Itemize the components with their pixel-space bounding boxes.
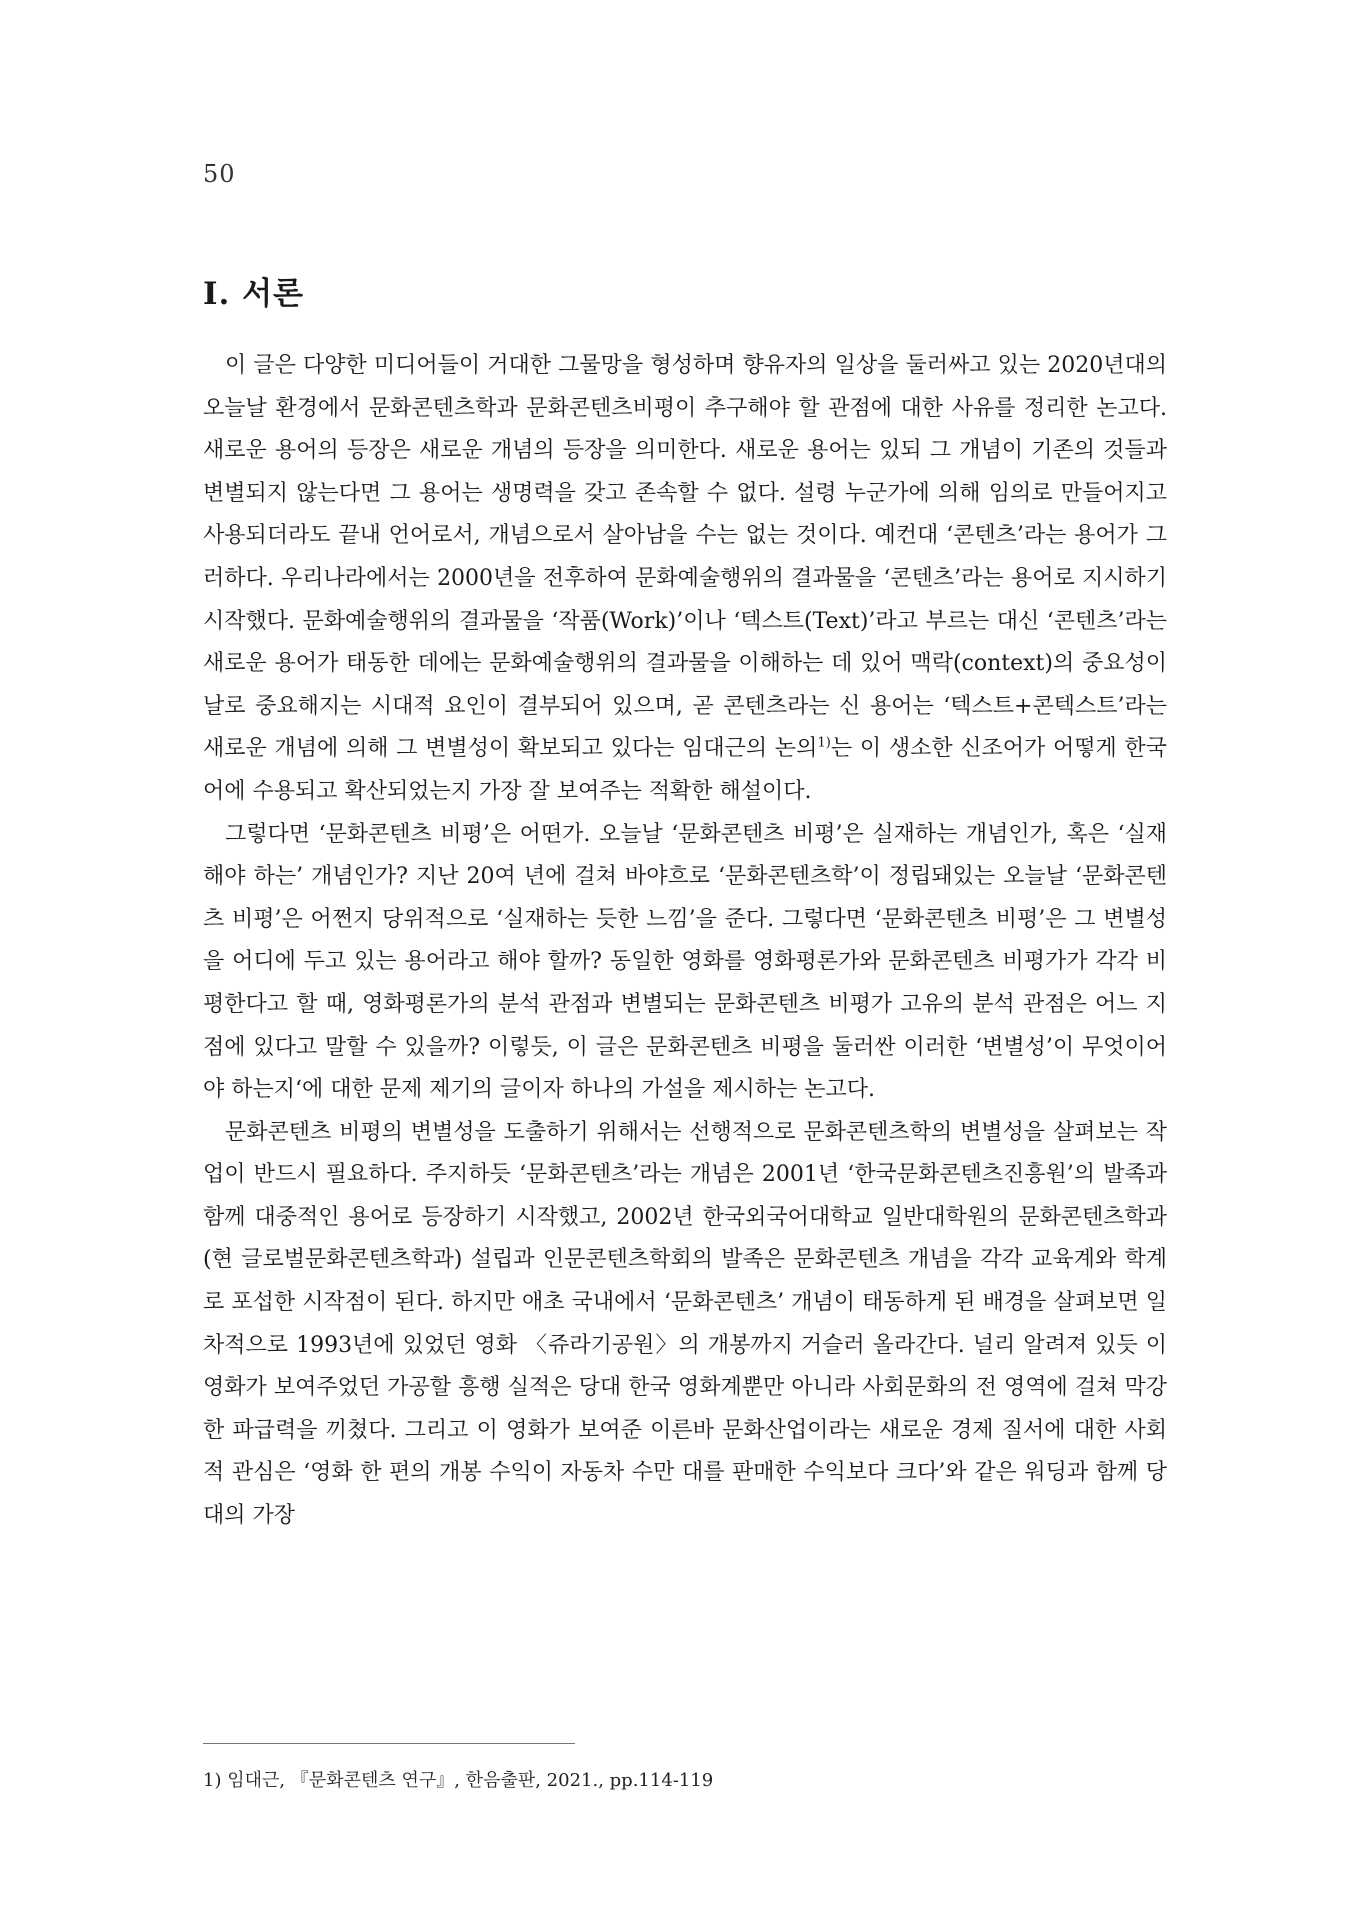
paragraph-2: 그렇다면 ‘문화콘텐츠 비평’은 어떤가. 오늘날 ‘문화콘텐츠 비평’은 실재하는 개념인가, 혹은 ‘실재해야 하는’ 개념인가? 지난 20여 년에 걸쳐 바야흐로 ‘문화콘텐츠학’이 정립돼있는 오늘날 ‘문화콘텐츠 비평’은 어쩐지 당위적으로 ‘실재하는 듯한 느낌’을 준다. 그렇다면 ‘문화콘텐츠 비평’은 그 변별성을 어디에 두고 있는 용어라고 해야 할까? 동일한 영화를 영화평론가와 문화콘텐츠 비평가가 각각 비평한다고 할 때, 영화평론가의 분석 관점과 변별되는 문화콘텐츠 비평가 고유의 분석 관점은 어느 지점에 있다고 말할 수 있을까? 이렇듯, 이 글은 문화콘텐츠 비평을 둘러싼 이러한 ‘변별성’이 무엇이어야 하는지‘에 대한 문제 제기의 글이자 하나의 가설을 제시하는 논고다. (203, 821, 1167, 1103)
paragraph-3: 문화콘텐츠 비평의 변별성을 도출하기 위해서는 선행적으로 문화콘텐츠학의 변별성을 살펴보는 작업이 반드시 필요하다. 주지하듯 ‘문화콘텐츠’라는 개념은 2001년 ‘한국문화콘텐츠진흥원’의 발족과 함께 대중적인 용어로 등장하기 시작했고, 2002년 한국외국어대학교 일반대학원의 문화콘텐츠학과(현 글로벌문화콘텐츠학과) 설립과 인문콘텐츠학회의 발족은 문화콘텐츠 개념을 각각 교육계와 학계로 포섭한 시작점이 된다. 하지만 애초 국내에서 ‘문화콘텐츠’ 개념이 태동하게 된 배경을 살펴보면 일차적으로 1993년에 있었던 영화 〈쥬라기공원〉의 개봉까지 거슬러 올라간다. 널리 알려져 있듯 이 영화가 보여주었던 가공할 흥행 실적은 당대 한국 영화계뿐만 아니라 사회문화의 전 영역에 걸쳐 막강한 파급력을 끼쳤다. 그리고 이 영화가 보여준 이른바 문화산업이라는 새로운 경제 질서에 대한 사회적 관심은 ‘영화 한 편의 개봉 수익이 자동차 수만 대를 판매한 수익보다 크다’와 같은 워딩과 함께 당대의 가장 (203, 1119, 1167, 1529)
page-number: 50 (203, 160, 236, 188)
footnote-divider (203, 1743, 575, 1744)
paragraph-1-text-continued: 는 이 생소한 신조어가 어떻게 한국어에 수용되고 확산되었는지 가장 잘 보여주는 적확한 해설이다. (203, 736, 1168, 804)
footnote: 1) 임대근, 『문화콘텐츠 연구』, 한음출판, 2021., pp.114-119 (203, 1770, 714, 1791)
footnote-reference: 1) (817, 736, 831, 752)
paragraph-1 (203, 345, 1167, 814)
body-text (203, 345, 1167, 1538)
section-heading: Ⅰ. 서론 (203, 276, 304, 312)
paragraph-1-text: 이 글은 다양한 미디어들이 거대한 그물망을 형성하며 향유자의 일상을 둘러싸고 있는 2020년대의 오늘날 환경에서 문화콘텐츠학과 문화콘텐츠비평이 추구해야 할 관점에 대한 사유를 정리한 논고다. 새로운 용어의 등장은 새로운 개념의 등장을 의미한다. 새로운 용어는 있되 그 개념이 기존의 것들과 변별되지 않는다면 그 용어는 생명력을 갖고 존속할 수 없다. 설령 누군가에 의해 임의로 만들어지고 사용되더라도 끝내 언어로서, 개념으로서 살아남을 수는 없는 것이다. 예컨대 ‘콘텐츠’라는 용어가 그러하다. 우리나라에서는 2000년을 전후하여 문화예술행위의 결과물을 ‘콘텐츠’라는 용어로 지시하기 시작했다. 문화예술행위의 결과물을 ‘작품(Work)’이나 ‘텍스트(Text)’라고 부르는 대신 ‘콘텐츠’라는 새로운 용어가 태동한 데에는 문화예술행위의 결과물을 이해하는 데 있어 맥락(context)의 중요성이 날로 중요해지는 시대적 요인이 결부되어 있으며, 곧 콘텐츠라는 신 용어는 ‘텍스트+콘텍스트’라는 새로운 개념에 의해 그 변별성이 확보되고 있다는 임대근의 논의 (203, 353, 1167, 762)
